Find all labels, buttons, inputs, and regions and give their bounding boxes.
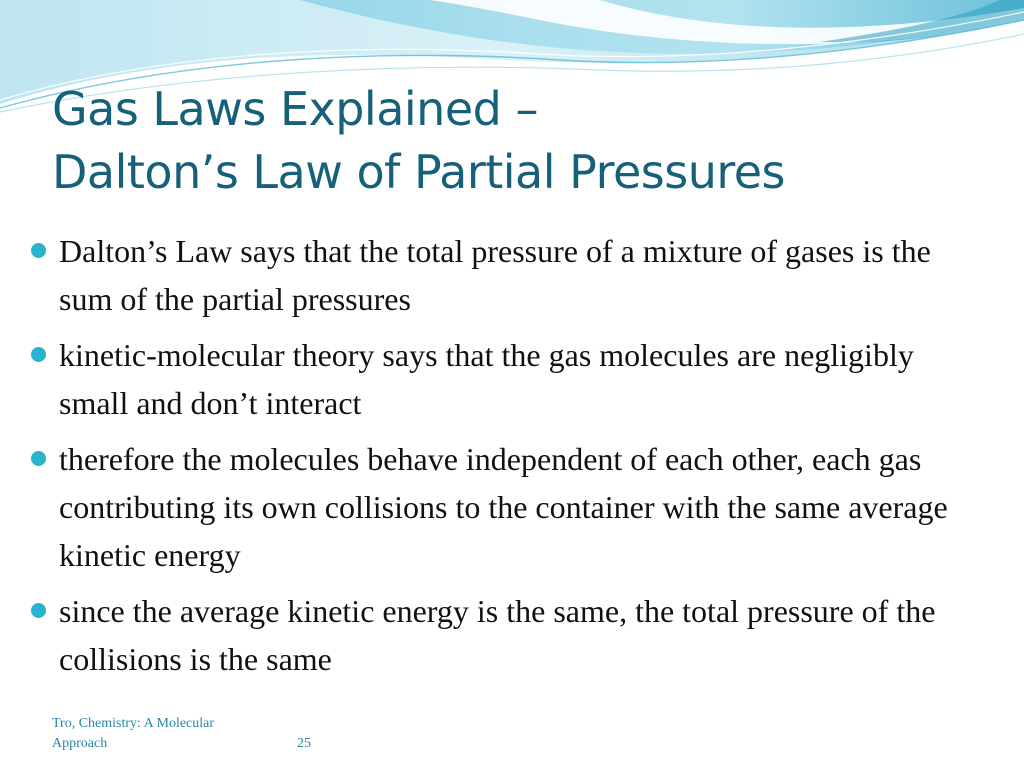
- bullet-dot-icon: [31, 347, 46, 362]
- bullet-item: [30, 435, 990, 579]
- bullet-dot-icon: [31, 243, 46, 258]
- bullet-text: kinetic-molecular theory says that the gas molecules are negligibly small and don’t interact: [59, 337, 914, 421]
- page-number: 25: [297, 736, 311, 751]
- bullet-text: since the average kinetic energy is the same, the total pressure of the collisions is the same: [59, 593, 936, 677]
- slide-title: [52, 78, 785, 204]
- footer-source: Tro, Chemistry: A Molecular Approach: [52, 716, 215, 751]
- title-line-1: Gas Laws Explained –: [52, 82, 538, 136]
- bullet-dot-icon: [31, 603, 46, 618]
- title-line-2: Dalton’s Law of Partial Pressures: [52, 145, 786, 199]
- bullet-item: [30, 227, 990, 323]
- bullet-item: [30, 587, 990, 683]
- bullet-list: [30, 227, 990, 691]
- bullet-text: therefore the molecules behave independent of each other, each gas contributing its own collisions to the container with the same average kinetic energy: [59, 441, 948, 573]
- bullet-text: Dalton’s Law says that the total pressure of a mixture of gases is the sum of the partial pressures: [59, 233, 931, 317]
- bullet-dot-icon: [31, 451, 46, 466]
- bullet-item: [30, 331, 990, 427]
